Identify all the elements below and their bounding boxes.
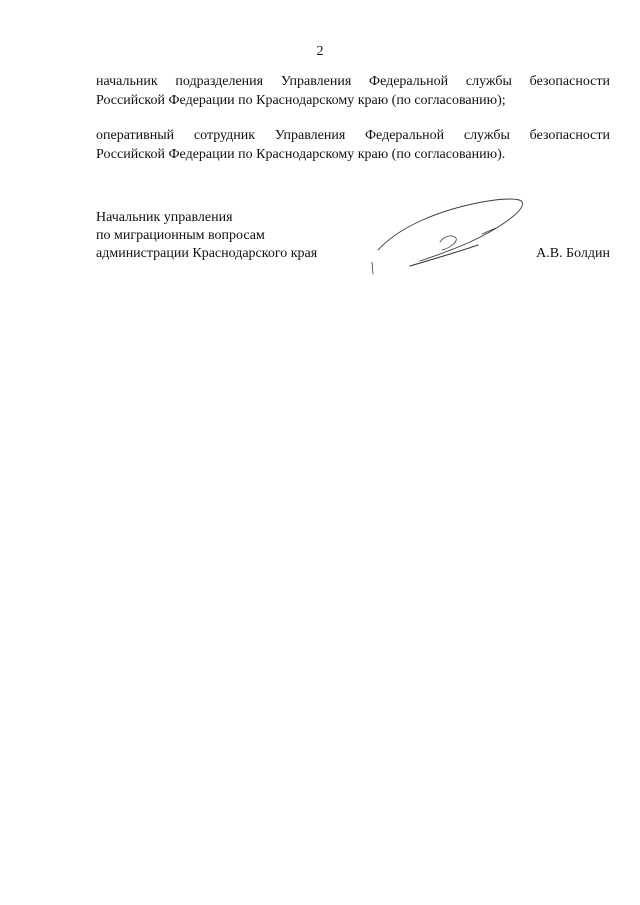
paragraph-line: оперативный сотрудник Управления Федеральной службы безопасности <box>96 128 610 143</box>
signatory-position <box>96 209 317 263</box>
signature-stroke <box>440 236 456 250</box>
signature-stroke <box>482 228 496 234</box>
signature-stroke <box>372 262 373 274</box>
signature-strokes <box>372 199 522 274</box>
signer-name: А.В. Болдин <box>536 246 610 261</box>
position-line: Начальник управления <box>96 210 233 225</box>
signature-stroke <box>378 199 522 250</box>
handwritten-signature <box>370 190 535 275</box>
position-line: администрации Краснодарского края <box>96 246 318 261</box>
page-number: 2 <box>316 44 324 59</box>
paragraph-fsb-operative <box>96 126 610 164</box>
paragraph-fsb-division-head <box>96 72 610 110</box>
paragraph-line: Российской Федерации по Краснодарскому краю (по согласованию). <box>96 147 506 162</box>
position-line: по миграционным вопросам <box>96 228 265 243</box>
signature-stroke <box>410 245 478 266</box>
paragraph-line: Российской Федерации по Краснодарскому краю (по согласованию); <box>96 93 506 108</box>
paragraph-line: начальник подразделения Управления Федеральной службы безопасности <box>96 74 610 89</box>
signature-stroke <box>420 202 522 261</box>
